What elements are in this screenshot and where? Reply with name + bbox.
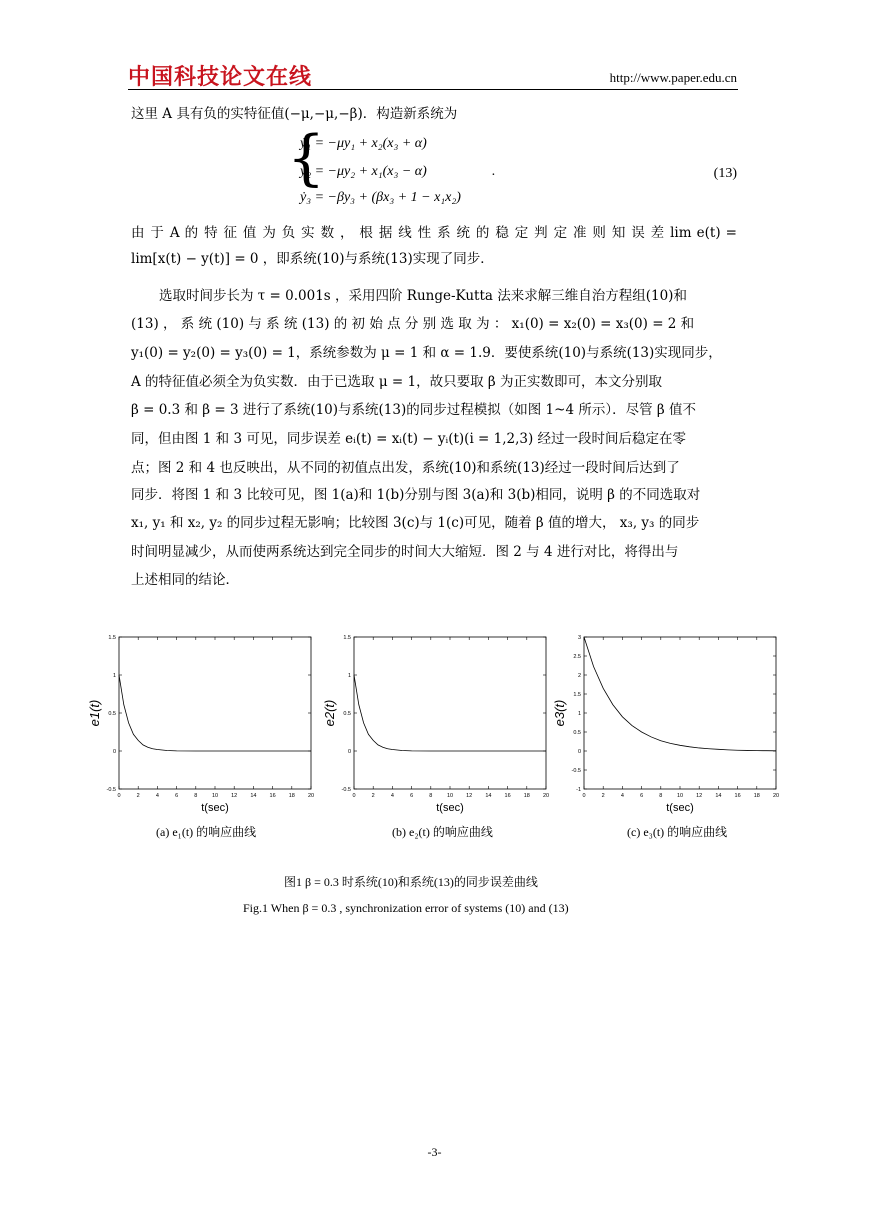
x-tick-label: 6 bbox=[410, 793, 414, 799]
x-tick-label: 20 bbox=[307, 793, 315, 799]
equation-brace: { bbox=[287, 123, 326, 193]
chart-e2 bbox=[320, 630, 560, 820]
x-tick-label: 16 bbox=[269, 793, 276, 799]
subcaption-a: (a) e₁(t) 的响应曲线 bbox=[156, 825, 257, 839]
plot-frame bbox=[584, 637, 776, 789]
site-logo bbox=[128, 60, 312, 91]
equation-line-1: ẏ₁ = −μy₁ + x₂(x₃ + α) bbox=[300, 136, 427, 151]
equation-number: (13) bbox=[713, 166, 737, 181]
x-tick-label: 12 bbox=[466, 793, 473, 799]
figure-caption-cn: 图1 β = 0.3 时系统(10)和系统(13)的同步误差曲线 bbox=[284, 875, 538, 889]
paragraph-2-line-6: 同，但由图 1 和 3 可见，同步误差 eᵢ(t) = xᵢ(t) − yᵢ(t)(i = 1,2,3) 经过一段时间后稳定在零 bbox=[131, 431, 687, 447]
y-tick-label: 1 bbox=[577, 711, 581, 717]
intro-line: 这里 A 具有负的实特征值(−μ,−μ,−β)．构造新系统为 bbox=[131, 106, 458, 122]
y-tick-label: 0 bbox=[577, 749, 581, 755]
x-axis-label: t(sec) bbox=[666, 802, 694, 814]
equation-period: . bbox=[492, 164, 496, 179]
y-axis-label: e1(t) bbox=[87, 699, 102, 727]
paragraph-2-line-8: 同步．将图 1 和 3 比较可见，图 1(a)和 1(b)分别与图 3(a)和 3(b)相同，说明 β 的不同选取对 bbox=[131, 487, 701, 503]
y-tick-label: 1.5 bbox=[573, 692, 581, 698]
x-tick-label: 18 bbox=[288, 793, 295, 799]
y-tick-label: 0.5 bbox=[573, 730, 581, 736]
y-tick-label: 3 bbox=[577, 635, 581, 641]
y-tick-label: -1 bbox=[576, 787, 581, 793]
x-tick-label: 14 bbox=[485, 793, 492, 799]
y-tick-label: -0.5 bbox=[106, 787, 116, 793]
y-tick-label: 1 bbox=[347, 673, 351, 679]
y-tick-label: 2.5 bbox=[573, 654, 581, 660]
paragraph-2-line-5: β = 0.3 和 β = 3 进行了系统(10)与系统(13)的同步过程模拟（如图 1~4 所示）．尽管 β 值不 bbox=[131, 402, 696, 418]
x-tick-label: 6 bbox=[175, 793, 179, 799]
x-tick-label: 2 bbox=[136, 793, 140, 799]
x-tick-label: 6 bbox=[640, 793, 644, 799]
logo-text: 中国科技论文在线 bbox=[128, 65, 313, 90]
header-url[interactable]: http://www.paper.edu.cn bbox=[609, 70, 737, 85]
y-tick-label: 0 bbox=[347, 749, 351, 755]
y-tick-label: -0.5 bbox=[341, 787, 351, 793]
paragraph-2-line-1: 选取时间步长为 τ = 0.001s ，采用四阶 Runge-Kutta 法来求解三维自治方程组(10)和 bbox=[159, 288, 687, 304]
x-tick-label: 0 bbox=[117, 793, 121, 799]
x-tick-label: 4 bbox=[155, 793, 159, 799]
x-tick-label: 4 bbox=[390, 793, 394, 799]
chart-e3 bbox=[550, 630, 790, 820]
header-rule bbox=[128, 89, 738, 90]
y-tick-label: 0.5 bbox=[343, 711, 351, 717]
equation-line-3: ẏ₃ = −βy₃ + (βx₃ + 1 − x₁x₂) bbox=[300, 190, 461, 205]
paragraph-2-line-9: x₁, y₁ 和 x₂, y₂ 的同步过程无影响；比较图 3(c)与 1(c)可见，随着 β 值的增大， x₃, y₃ 的同步 bbox=[131, 515, 700, 531]
subcaption-b: (b) e₂(t) 的响应曲线 bbox=[392, 825, 493, 839]
x-tick-label: 8 bbox=[429, 793, 433, 799]
x-tick-label: 10 bbox=[211, 793, 219, 799]
paragraph-2-line-11: 上述相同的结论． bbox=[131, 572, 239, 588]
x-tick-label: 16 bbox=[734, 793, 741, 799]
x-tick-label: 4 bbox=[620, 793, 624, 799]
x-tick-label: 2 bbox=[371, 793, 375, 799]
x-tick-label: 0 bbox=[582, 793, 586, 799]
x-tick-label: 10 bbox=[676, 793, 684, 799]
paragraph-2-line-7: 点；图 2 和 4 也反映出，从不同的初值点出发，系统(10)和系统(13)经过一段时间后达到了 bbox=[131, 460, 680, 476]
chart-e1 bbox=[85, 630, 325, 820]
plot-frame bbox=[354, 637, 546, 789]
y-tick-label: 1.5 bbox=[343, 635, 351, 641]
paragraph-2-line-4: A 的特征值必须全为负实数．由于已选取 μ = 1，故只要取 β 为正实数即可，本文分别取 bbox=[131, 374, 662, 390]
y-axis-label: e2(t) bbox=[322, 699, 337, 727]
paragraph-2-line-10: 时间明显减少，从而使两系统达到完全同步的时间大大缩短．图 2 与 4 进行对比，将得出与 bbox=[131, 544, 679, 560]
x-tick-label: 0 bbox=[352, 793, 356, 799]
y-tick-label: 1.5 bbox=[108, 635, 116, 641]
paragraph-1: 由 于 A 的 特 征 值 为 负 实 数 ， 根 据 线 性 系 统 的 稳 定 判 定 准 则 知 误 差 lim e(t) = lim[x(t) − y(t)] = 0 ，即系统(10)与系统(13)实现了同步． bbox=[131, 225, 737, 267]
y-tick-label: 2 bbox=[577, 673, 581, 679]
page-number: -3- bbox=[427, 1145, 442, 1159]
x-axis-label: t(sec) bbox=[436, 802, 464, 814]
x-tick-label: 12 bbox=[696, 793, 703, 799]
x-tick-label: 14 bbox=[715, 793, 722, 799]
x-tick-label: 16 bbox=[504, 793, 511, 799]
x-axis-label: t(sec) bbox=[201, 802, 229, 814]
figure-caption-en: Fig.1 When β = 0.3 , synchronization error of systems (10) and (13) bbox=[243, 901, 569, 915]
subcaption-c: (c) e₃(t) 的响应曲线 bbox=[627, 825, 728, 839]
x-tick-label: 18 bbox=[523, 793, 530, 799]
y-tick-label: 0.5 bbox=[108, 711, 116, 717]
y-tick-label: -0.5 bbox=[571, 768, 581, 774]
y-tick-label: 1 bbox=[112, 673, 116, 679]
plot-frame bbox=[119, 637, 311, 789]
x-tick-label: 10 bbox=[446, 793, 454, 799]
x-tick-label: 20 bbox=[772, 793, 780, 799]
x-tick-label: 20 bbox=[542, 793, 550, 799]
y-axis-label: e3(t) bbox=[552, 699, 567, 727]
x-tick-label: 8 bbox=[194, 793, 198, 799]
x-tick-label: 2 bbox=[601, 793, 605, 799]
paragraph-2-line-2: (13) ， 系 统 (10) 与 系 统 (13) 的 初 始 点 分 别 选 取 为 ： x₁(0) = x₂(0) = x₃(0) = 2 和 bbox=[131, 316, 695, 332]
x-tick-label: 18 bbox=[753, 793, 760, 799]
equation-line-2: ẏ₂ = −μy₂ + x₁(x₃ − α) bbox=[300, 164, 427, 179]
y-tick-label: 0 bbox=[112, 749, 116, 755]
x-tick-label: 14 bbox=[250, 793, 257, 799]
x-tick-label: 12 bbox=[231, 793, 238, 799]
paragraph-2-line-3: y₁(0) = y₂(0) = y₃(0) = 1，系统参数为 μ = 1 和 α = 1.9．要使系统(10)与系统(13)实现同步， bbox=[131, 345, 722, 361]
x-tick-label: 8 bbox=[659, 793, 663, 799]
